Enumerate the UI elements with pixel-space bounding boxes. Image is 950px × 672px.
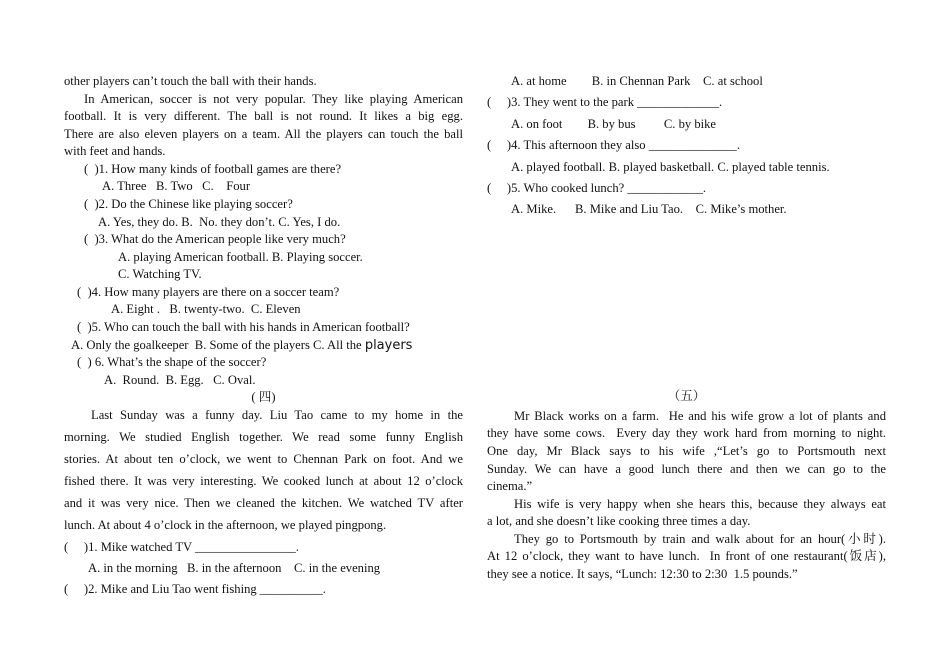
answer-text: A. Only the goalkeeper B. Some of the players C. All the bbox=[71, 338, 362, 352]
answer-options: A. Mike. B. Mike and Liu Tao. C. Mike’s mother. bbox=[511, 202, 787, 216]
question: ( )2. Do the Chinese like playing soccer? bbox=[84, 197, 293, 211]
text-line: with feet and hands. bbox=[64, 144, 166, 158]
text-line: Sunday. We can have a good lunch there and then we can go to the bbox=[487, 462, 886, 476]
text-line: they have some cows. Every day they work hard from morning to night. bbox=[487, 426, 886, 440]
answer-options: A. Round. B. Egg. C. Oval. bbox=[104, 373, 256, 387]
text-line: Mr Black works on a farm. He and his wife grow a lot of plants and bbox=[514, 409, 886, 423]
question: ( )3. They went to the park _____________. bbox=[487, 95, 723, 109]
text-line: Last Sunday was a funny day. Liu Tao came to my home in the bbox=[91, 408, 463, 422]
question: ( )4. This afternoon they also ______________. bbox=[487, 138, 741, 152]
text-line: morning. We studied English together. We read some funny English bbox=[64, 430, 463, 444]
question: ( ) 6. What’s the shape of the soccer? bbox=[77, 355, 267, 369]
text-line: a lot, and she doesn’t like cooking three times a day. bbox=[487, 514, 751, 528]
question: ( )3. What do the American people like very much? bbox=[84, 232, 346, 246]
text-line: fished there. It was very interesting. We cooked lunch at about 12 o’clock bbox=[64, 474, 463, 488]
text-line: lunch. At about 4 o’clock in the afternoon, we played pingpong. bbox=[64, 518, 387, 532]
answer-options: A. Eight . B. twenty-two. C. Eleven bbox=[111, 302, 301, 316]
answer-options: A. playing American football. B. Playing soccer. bbox=[118, 250, 363, 264]
text-line: stories. At about ten o’clock, we went to Chennan Park on foot. And we bbox=[64, 452, 463, 466]
text-line: They go to Portsmouth by train and walk about for an hour(小时). bbox=[514, 532, 886, 546]
section-title: ( 四) bbox=[251, 390, 276, 404]
answer-options: A. Three B. Two C. Four bbox=[102, 179, 251, 193]
answer-options: A. played football. B. played basketball. C. played table tennis. bbox=[511, 160, 830, 174]
question: ( )1. Mike watched TV ________________. bbox=[64, 540, 299, 554]
answer-options: A. at home B. in Chennan Park C. at school bbox=[511, 74, 763, 88]
text-line: cinema.” bbox=[487, 479, 533, 493]
section-title: （五） bbox=[667, 389, 706, 403]
text-line: football. It is very different. The ball is not round. It likes a big egg. bbox=[64, 109, 463, 123]
text-line: they see a notice. It says, “Lunch: 12:30 to 2:30 1.5 pounds.” bbox=[487, 567, 798, 581]
text-line: There are also eleven players on a team. All the players can touch the ball bbox=[64, 127, 463, 141]
text-line: and it was very nice. Then we cleaned the kitchen. We watched TV after bbox=[64, 496, 463, 510]
answer-text-large: players bbox=[364, 338, 413, 353]
answer-options: C. Watching TV. bbox=[118, 267, 202, 281]
answer-options: A. in the morning B. in the afternoon C. in the evening bbox=[88, 561, 381, 575]
question: ( )2. Mike and Liu Tao went fishing __________. bbox=[64, 582, 326, 596]
answer-options: A. on foot B. by bus C. by bike bbox=[511, 117, 716, 131]
answer-options bbox=[71, 337, 412, 354]
text-line: other players can’t touch the ball with their hands. bbox=[64, 74, 317, 88]
question: ( )5. Who cooked lunch? ____________. bbox=[487, 181, 707, 195]
question: ( )1. How many kinds of football games are there? bbox=[84, 162, 342, 176]
text-line: At 12 o’clock, they want to have lunch. In front of one restaurant(饭店), bbox=[487, 549, 886, 563]
question: ( )4. How many players are there on a soccer team? bbox=[77, 285, 340, 299]
text-line: One day, Mr Black says to his wife ,“Let’s go to Portsmouth next bbox=[487, 444, 886, 458]
text-line: His wife is very happy when she hears this, because they always eat bbox=[514, 497, 886, 511]
answer-options: A. Yes, they do. B. No. they don’t. C. Yes, I do. bbox=[98, 215, 341, 229]
question: ( )5. Who can touch the ball with his hands in American football? bbox=[77, 320, 410, 334]
text-line: In American, soccer is not very popular. They like playing American bbox=[84, 92, 463, 106]
